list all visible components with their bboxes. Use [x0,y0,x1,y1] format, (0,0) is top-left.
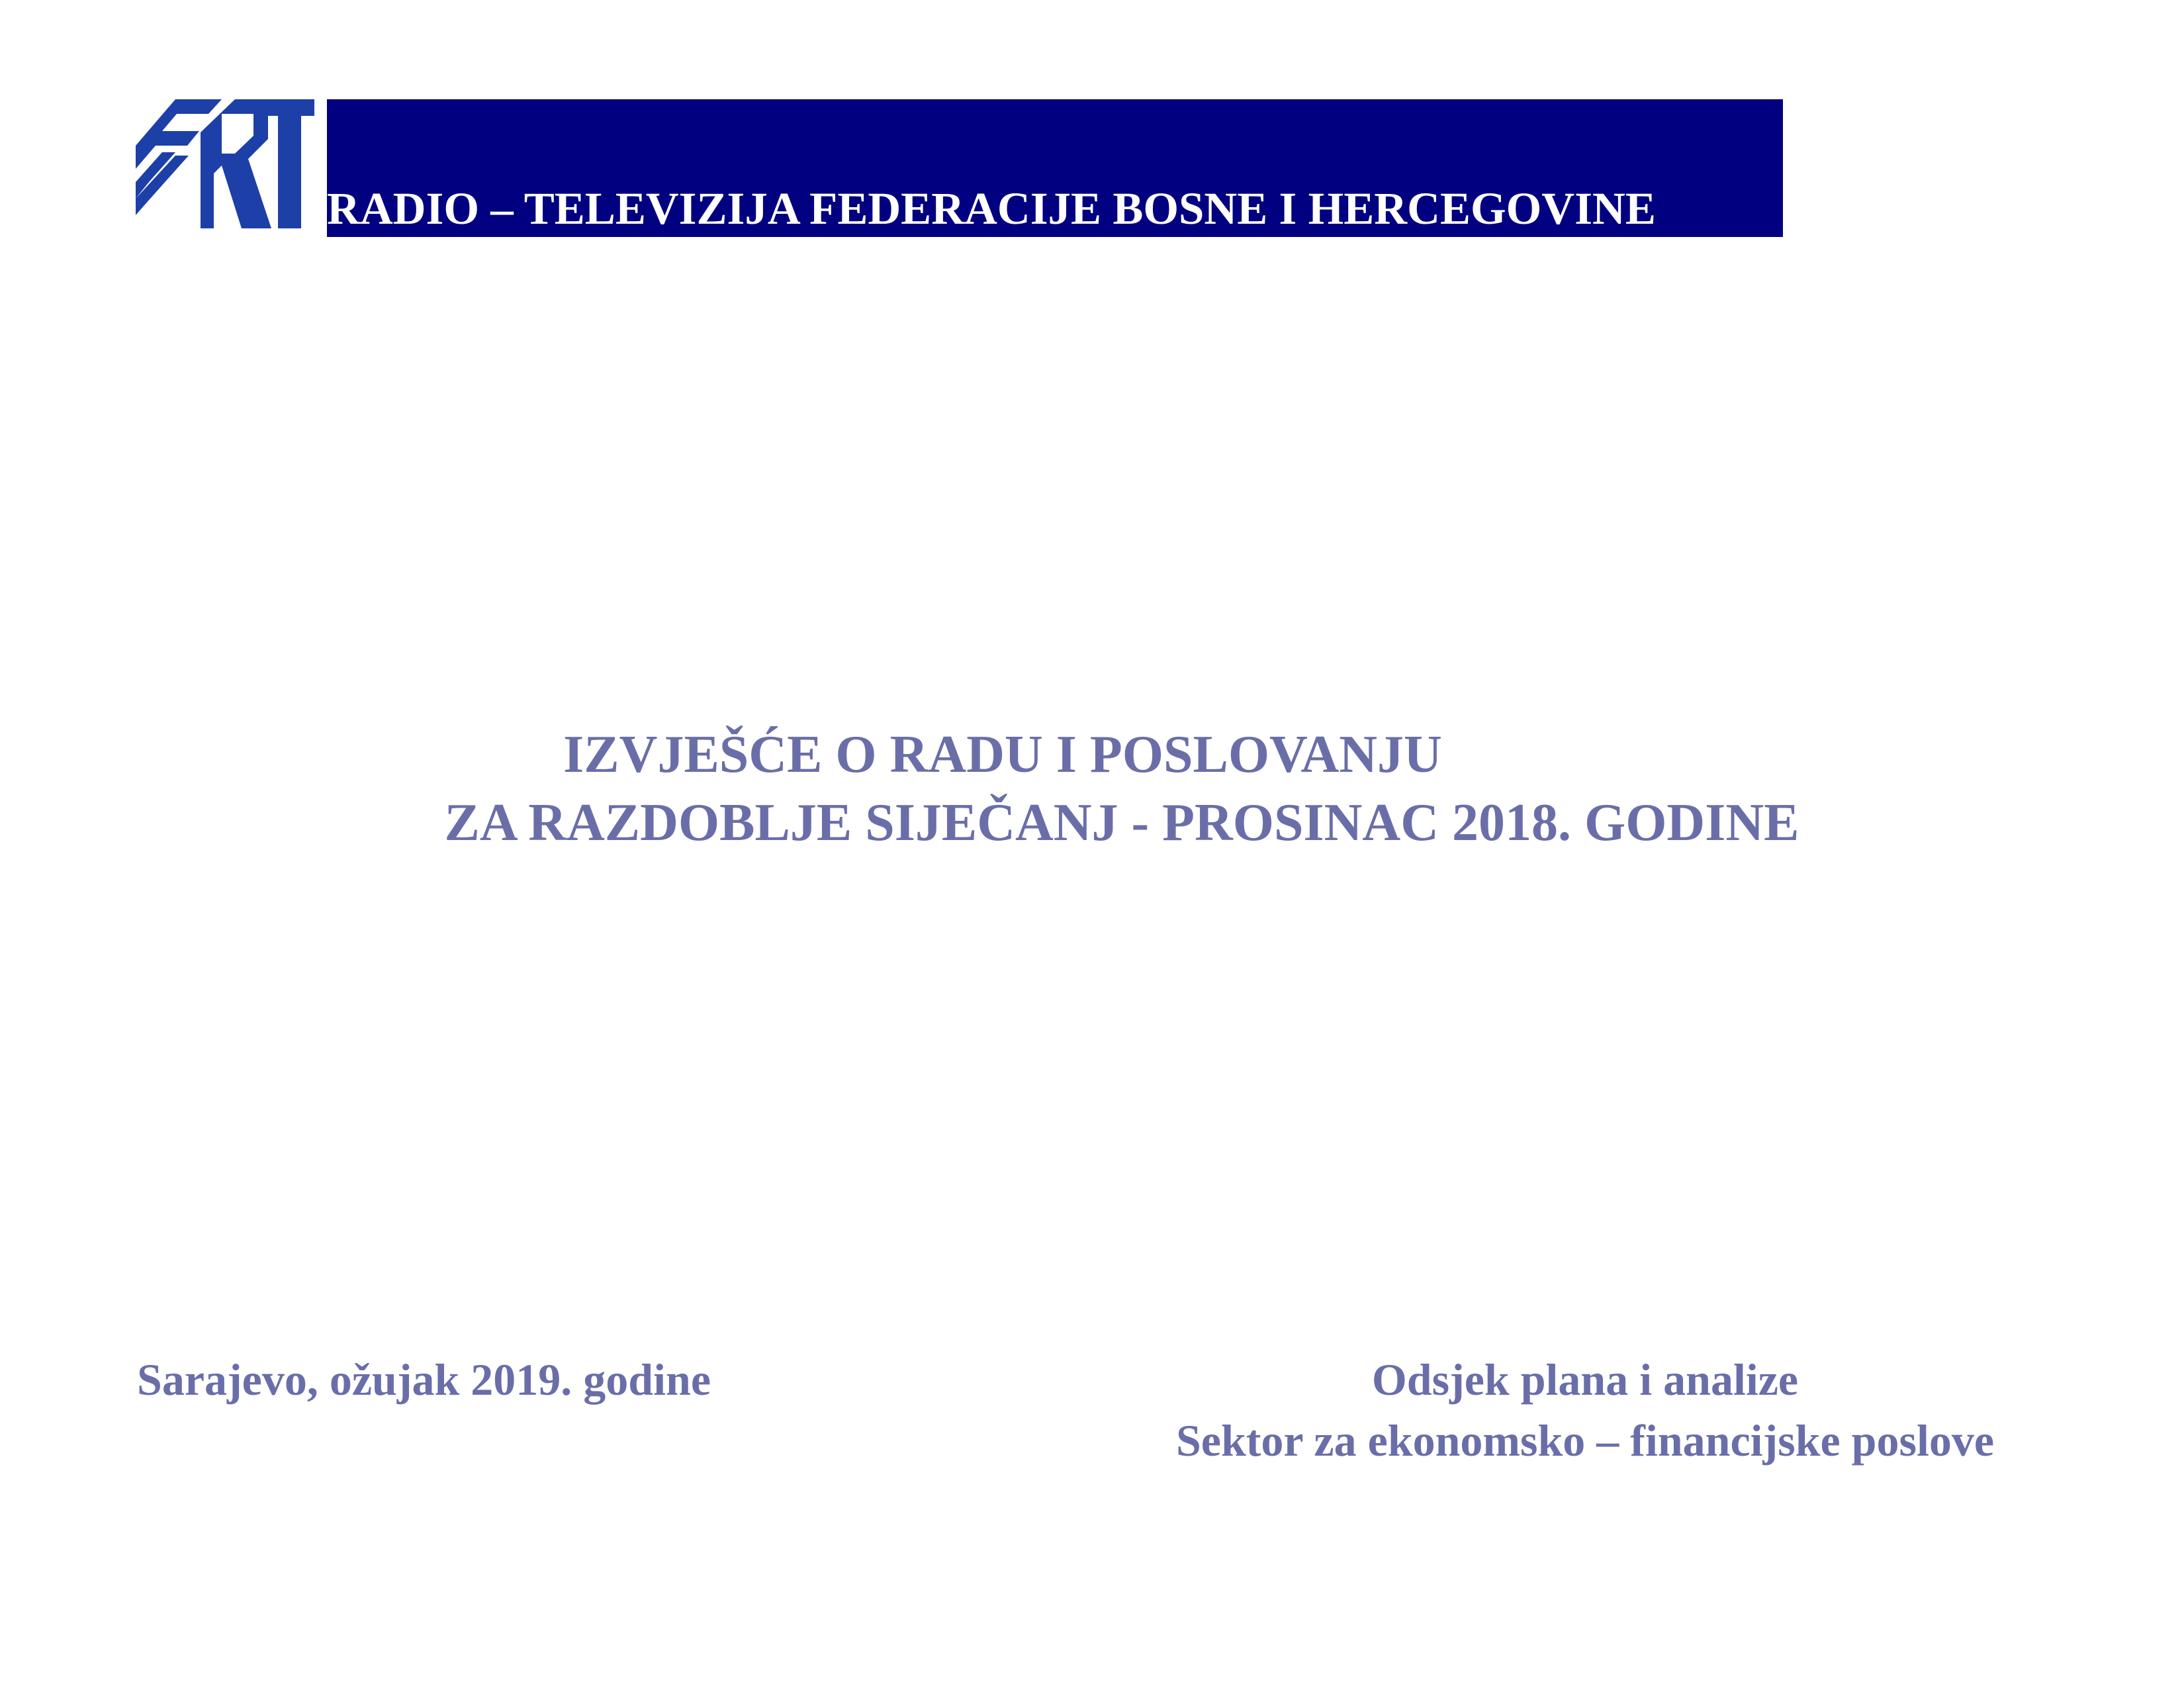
organization-name: RADIO – TELEVIZIJA FEDERACIJE BOSNE I HERCEGOVINE [327,183,1656,234]
report-title-line-2: ZA RAZDOBLJE SIJEČANJ - PROSINAC 2018. GODINE [444,794,1799,852]
place-date: Sarajevo, ožujak 2019. godine [137,1354,711,1405]
sector-name: Sektor za ekonomsko – financijske poslove [1175,1415,1995,1466]
report-title-line-1: IZVJEŠĆE O RADU I POSLOVANJU [563,726,1442,784]
department-name: Odsjek plana i analize [1371,1354,1799,1405]
frt-logo-icon [136,99,314,228]
